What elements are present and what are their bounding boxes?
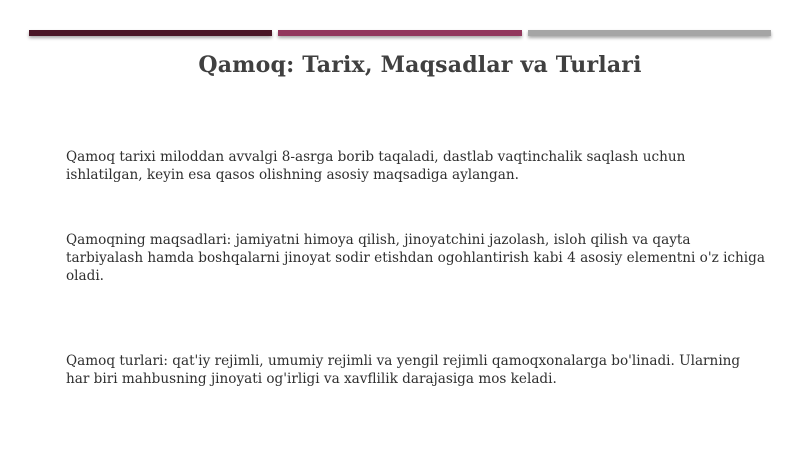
decorative-bars — [29, 30, 771, 37]
paragraph-goals: Qamoqning maqsadlari: jamiyatni himoya qilish, jinoyatchini jazolash, isloh qilish va qayta tarbiyalash hamda boshqalarni jinoyat sodir etishdan ogohlantirish kabi 4 asosiy elementni o'z ichiga oladi. — [66, 232, 765, 284]
paragraph-history: Qamoq tarixi miloddan avvalgi 8-asrga borib taqaladi, dastlab vaqtinchalik saqlash uchun ishlatilgan, keyin esa qasos olishning asosiy maqsadiga aylangan. — [66, 149, 686, 183]
accent-bar-dark — [29, 30, 272, 36]
slide-title: Qamoq: Tarix, Maqsadlar va Turlari — [198, 52, 642, 78]
accent-bar-rose — [278, 30, 522, 36]
accent-bar-gray — [528, 30, 771, 36]
paragraph-types: Qamoq turlari: qat'iy rejimli, umumiy rejimli va yengil rejimli qamoqxonalarga bo'linadi. Ularning har biri mahbusning jinoyati og'irligi va xavflilik darajasiga mos keladi. — [66, 353, 741, 387]
